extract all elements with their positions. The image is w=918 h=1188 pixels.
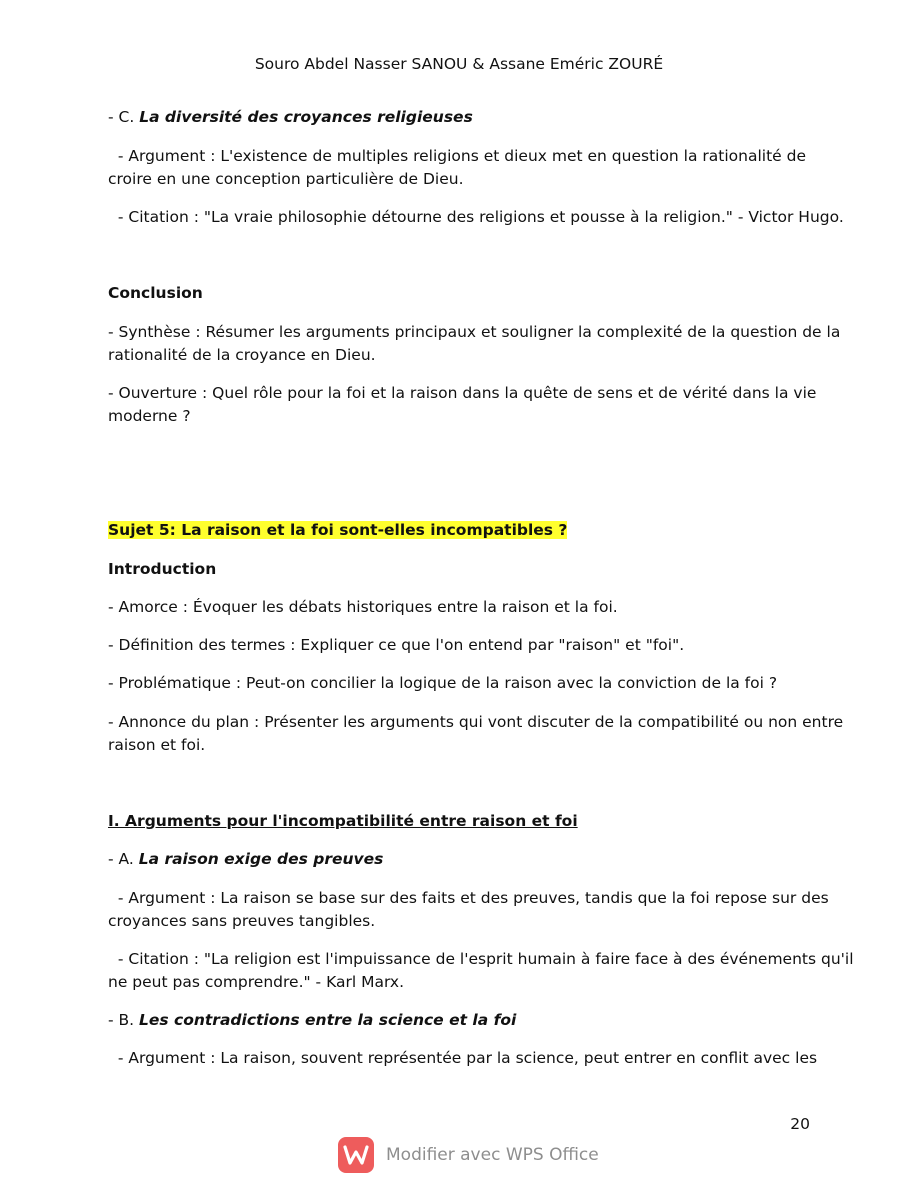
paragraph-line: croire en une conception particulière de Dieu. <box>108 170 464 188</box>
paragraph-line: croyances sans preuves tangibles. <box>108 912 376 930</box>
section-c-title: La diversité des croyances religieuses <box>139 108 473 126</box>
paragraph-line: - Synthèse : Résumer les arguments principaux et souligner la complexité de la question de la <box>108 323 841 341</box>
paragraph-line: - Citation : "La vraie philosophie détourne des religions et pousse à la religion." - Victor Hugo. <box>108 208 844 226</box>
paragraph-line: - Définition des termes : Expliquer ce que l'on entend par "raison" et "foi". <box>108 636 685 654</box>
section-a-title: La raison exige des preuves <box>138 850 384 868</box>
conclusion-heading: Conclusion <box>108 284 203 302</box>
paragraph-line: - Annonce du plan : Présenter les arguments qui vont discuter de la compatibilité ou non entre <box>108 713 844 731</box>
paragraph-line: rationalité de la croyance en Dieu. <box>108 346 376 364</box>
wps-watermark[interactable] <box>338 1136 599 1174</box>
page-number: 20 <box>790 1115 810 1133</box>
section-c-prefix: - C. <box>108 108 140 126</box>
subject-title-highlighted: Sujet 5: La raison et la foi sont-elles incompatibles ? <box>108 521 568 539</box>
part-one-heading: I. Arguments pour l'incompatibilité entre raison et foi <box>108 812 578 830</box>
wps-watermark-text: Modifier avec WPS Office <box>386 1145 599 1165</box>
paragraph-line: - Citation : "La religion est l'impuissance de l'esprit humain à faire face à des événements qu'il <box>108 950 854 968</box>
introduction-heading: Introduction <box>108 560 217 578</box>
page-header: Souro Abdel Nasser SANOU & Assane Eméric ZOURÉ <box>254 55 664 73</box>
wps-logo-icon <box>338 1137 374 1173</box>
paragraph-line: ne peut pas comprendre." - Karl Marx. <box>108 973 404 991</box>
paragraph-line: - Argument : La raison se base sur des faits et des preuves, tandis que la foi repose sur des <box>108 889 829 907</box>
paragraph-line: - Problématique : Peut-on concilier la logique de la raison avec la conviction de la foi ? <box>108 674 778 692</box>
paragraph-line: raison et foi. <box>108 736 206 754</box>
paragraph-line: - Amorce : Évoquer les débats historiques entre la raison et la foi. <box>108 598 618 616</box>
section-a-heading <box>108 848 820 871</box>
paragraph-line: - Argument : La raison, souvent représentée par la science, peut entrer en conflit avec les <box>108 1049 818 1067</box>
paragraph-line: moderne ? <box>108 407 191 425</box>
section-b-heading <box>108 1009 820 1032</box>
section-b-prefix: - B. <box>108 1011 140 1029</box>
subject-heading <box>108 519 820 542</box>
section-a-prefix: - A. <box>108 850 139 868</box>
paragraph-line: - Argument : L'existence de multiples religions et dieux met en question la rationalité de <box>108 147 807 165</box>
section-b-title: Les contradictions entre la science et la foi <box>139 1011 517 1029</box>
paragraph-line: - Ouverture : Quel rôle pour la foi et la raison dans la quête de sens et de vérité dans la vie <box>108 384 817 402</box>
section-c-heading <box>108 106 820 129</box>
